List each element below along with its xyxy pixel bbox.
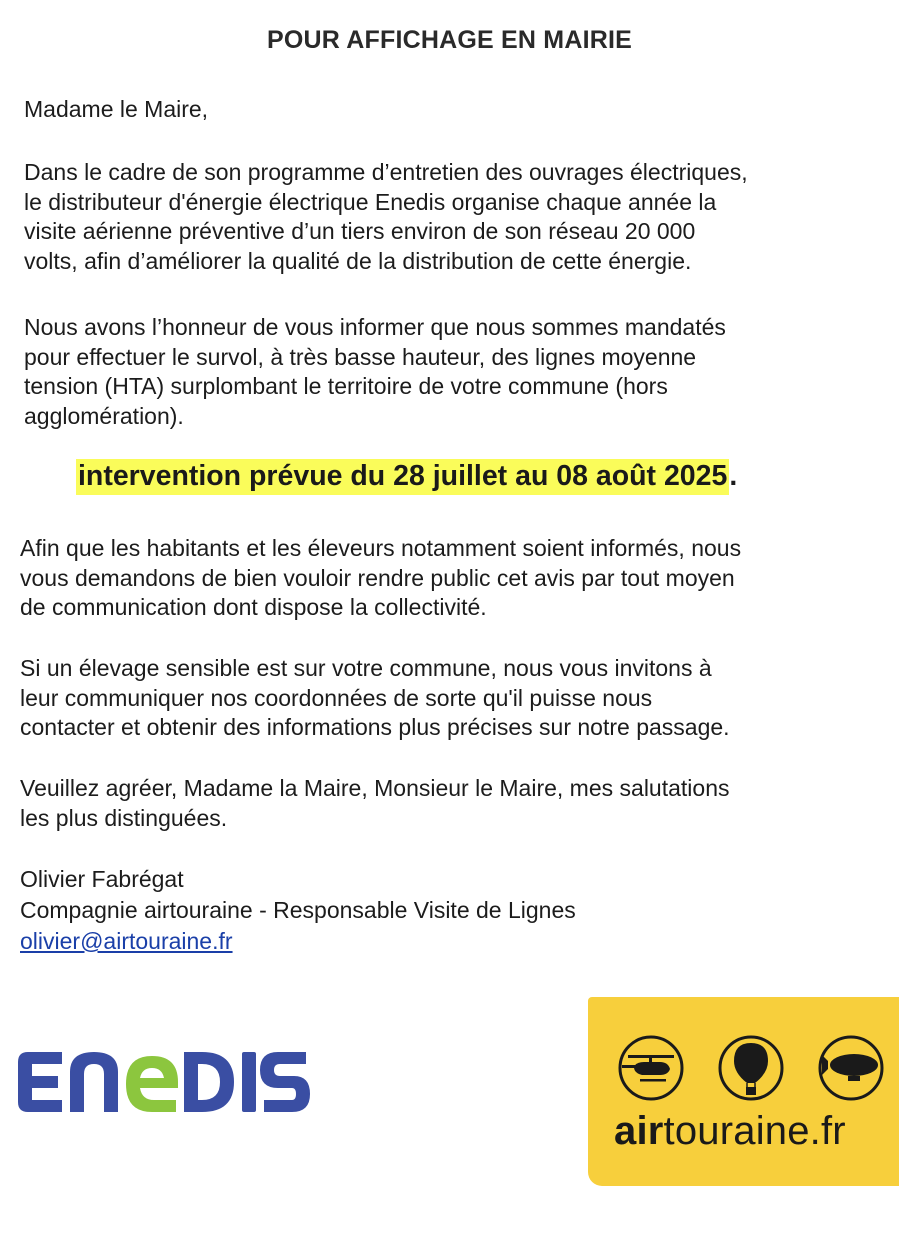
intervention-dates xyxy=(76,460,737,493)
signature-block xyxy=(20,864,576,957)
text-line: agglomération). xyxy=(24,402,184,429)
page-title: POUR AFFICHAGE EN MAIRIE xyxy=(267,26,632,54)
text-line: Afin que les habitants et les éleveurs notamment soient informés, nous xyxy=(20,535,742,561)
text-line: pour effectuer le survol, à très basse hauteur, des lignes moyenne xyxy=(24,343,697,370)
text-line: les plus distinguées. xyxy=(20,804,228,831)
paragraph-closing xyxy=(20,774,880,833)
helicopter-icon xyxy=(620,1037,682,1099)
airship-icon xyxy=(820,1037,882,1099)
text-line: tension (HTA) surplombant le territoire de votre commune (hors xyxy=(24,373,668,399)
greeting: Madame le Maire, xyxy=(24,96,209,122)
paragraph-sensitive-farms xyxy=(20,654,880,743)
text-line: Dans le cadre de son programme d’entretien des ouvrages électriques, xyxy=(24,159,748,185)
text-line: Si un élevage sensible est sur votre commune, nous vous invitons à xyxy=(20,655,712,681)
text-line: leur communiquer nos coordonnées de sorte qu'il puisse nous xyxy=(20,684,653,711)
email-link[interactable]: olivier@airtouraine.fr xyxy=(20,928,233,954)
aircraft-icons xyxy=(616,1033,886,1103)
text-line: visite aérienne préventive d’un tiers environ de son réseau 20 000 xyxy=(24,218,696,244)
text-line: volts, afin d’améliorer la qualité de la distribution de cette énergie. xyxy=(24,247,692,274)
highlighted-dates: intervention prévue du 28 juillet au 08 août 2025 xyxy=(76,459,729,495)
airtouraine-wordmark xyxy=(614,1109,846,1154)
period-mark: . xyxy=(729,460,738,492)
text-line: vous demandons de bien vouloir rendre public cet avis par tout moyen xyxy=(20,564,735,591)
paragraph-inform-residents xyxy=(20,534,880,623)
signer-role: Compagnie airtouraine - Responsable Visite de Lignes xyxy=(20,897,576,923)
text-line: contacter et obtenir des informations plus précises sur notre passage. xyxy=(20,714,730,740)
paragraph-mandate xyxy=(24,313,884,431)
text-line: Nous avons l’honneur de vous informer que nous sommes mandatés xyxy=(24,314,726,340)
text-line: de communication dont dispose la collectivité. xyxy=(20,594,487,620)
wordmark-bold: air xyxy=(614,1109,664,1153)
airtouraine-logo xyxy=(588,997,899,1186)
paragraph-maintenance-program xyxy=(24,158,884,276)
signer-name: Olivier Fabrégat xyxy=(20,866,184,892)
text-line: le distributeur d'énergie électrique Enedis organise chaque année la xyxy=(24,188,717,215)
text-line: Veuillez agréer, Madame la Maire, Monsieur le Maire, mes salutations xyxy=(20,775,730,801)
hot-air-balloon-icon xyxy=(720,1037,782,1099)
wordmark-rest: touraine.fr xyxy=(663,1109,846,1153)
enedis-logo xyxy=(14,1048,314,1118)
